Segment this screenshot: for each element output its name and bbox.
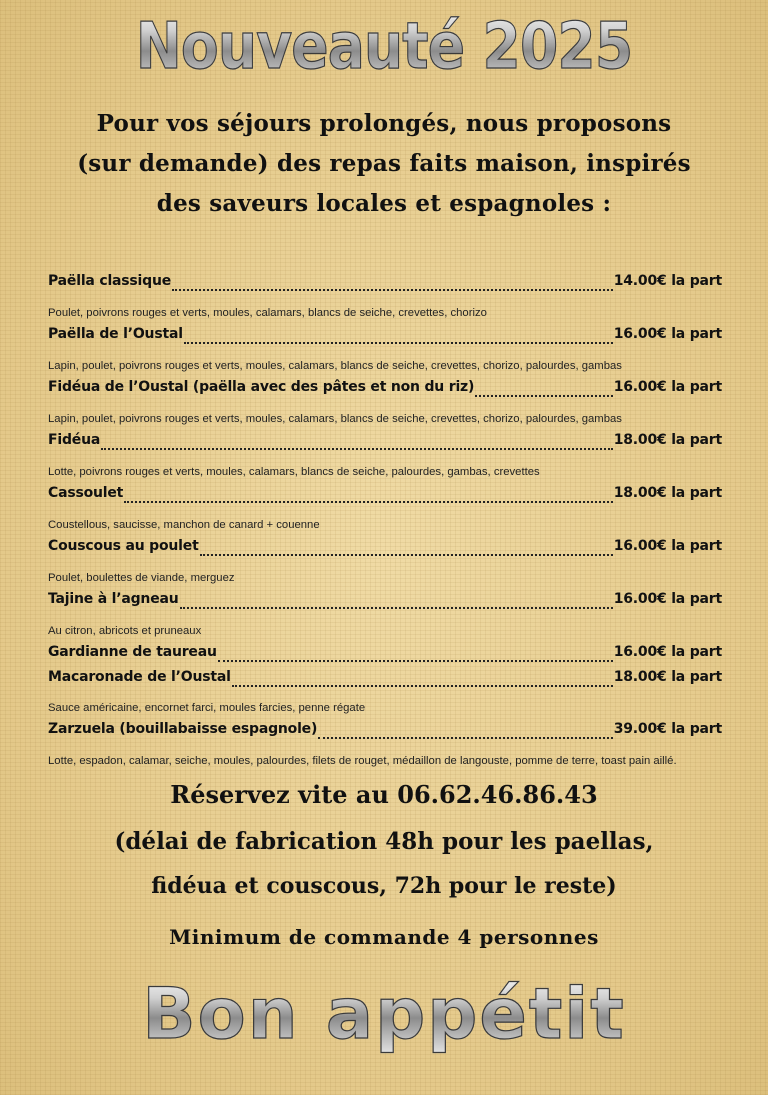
dish-name: Macaronade de l’Oustal xyxy=(48,669,231,685)
dot-leader xyxy=(232,673,613,687)
dish-price: 18.00€ la part xyxy=(613,669,722,685)
dish-description: Sauce américaine, encornet farci, moules farcies, penne régate xyxy=(48,702,366,714)
dish-description: Coustellous, saucisse, manchon de canard + couenne xyxy=(48,519,320,531)
dish-description: Lapin, poulet, poivrons rouges et verts, moules, calamars, blancs de seiche, crevettes, chorizo, palourdes, gambas xyxy=(48,360,622,372)
dish-name: Couscous au poulet xyxy=(48,538,199,554)
minimum-order: Minimum de commande 4 personnes xyxy=(169,925,599,949)
dish-price: 39.00€ la part xyxy=(613,721,722,737)
menu-item xyxy=(48,485,722,509)
reservation-phone: Réservez vite au 06.62.46.86.43 xyxy=(170,780,598,809)
dish-description: Lotte, espadon, calamar, seiche, moules, palourdes, filets de rouget, médaillon de langouste, pomme de terre, toast pain aillé. xyxy=(48,755,677,767)
page-title: Nouveauté 2025 xyxy=(54,6,714,88)
menu-item xyxy=(48,432,722,456)
dish-price: 16.00€ la part xyxy=(613,644,722,660)
dish-name: Gardianne de taureau xyxy=(48,644,217,660)
dot-leader xyxy=(200,542,613,556)
dot-leader xyxy=(218,648,613,662)
dish-price: 16.00€ la part xyxy=(613,326,722,342)
delay-note-line2: fidéua et couscous, 72h pour le reste) xyxy=(151,873,617,899)
dish-description: Poulet, boulettes de viande, merguez xyxy=(48,572,235,584)
intro-line: Pour vos séjours prolongés, nous proposons xyxy=(96,110,672,137)
menu-item xyxy=(48,379,722,403)
dish-price: 16.00€ la part xyxy=(613,379,722,395)
dish-name: Zarzuela (bouillabaisse espagnole) xyxy=(48,721,318,737)
menu-item xyxy=(48,273,722,297)
menu-item xyxy=(48,326,722,350)
dish-name: Tajine à l’agneau xyxy=(48,591,179,607)
menu-item xyxy=(48,644,722,668)
dot-leader xyxy=(318,725,613,739)
delay-note-line1: (délai de fabrication 48h pour les paellas, xyxy=(114,828,654,855)
menu-item xyxy=(48,721,722,745)
dish-description: Poulet, poivrons rouges et verts, moules, calamars, blancs de seiche, crevettes, chorizo xyxy=(48,307,487,319)
dot-leader xyxy=(101,436,613,450)
dot-leader xyxy=(184,330,613,344)
dot-leader xyxy=(124,489,613,503)
dish-description: Lapin, poulet, poivrons rouges et verts, moules, calamars, blancs de seiche, crevettes, chorizo, palourdes, gambas xyxy=(48,413,622,425)
dot-leader xyxy=(180,595,613,609)
dish-name: Cassoulet xyxy=(48,485,124,501)
dish-price: 16.00€ la part xyxy=(613,538,722,554)
intro-line: (sur demande) des repas faits maison, inspirés xyxy=(77,150,691,177)
dish-price: 14.00€ la part xyxy=(613,273,722,289)
dish-price: 18.00€ la part xyxy=(613,432,722,448)
dish-price: 18.00€ la part xyxy=(613,485,722,501)
dish-name: Fidéua xyxy=(48,432,101,448)
menu-item xyxy=(48,538,722,562)
menu-item xyxy=(48,591,722,615)
dish-name: Paëlla de l’Oustal xyxy=(48,326,183,342)
closing-title: Bon appétit xyxy=(0,974,768,1054)
dish-description: Au citron, abricots et pruneaux xyxy=(48,625,202,637)
intro-line: des saveurs locales et espagnoles : xyxy=(156,190,612,217)
dot-leader xyxy=(172,277,613,291)
dish-price: 16.00€ la part xyxy=(613,591,722,607)
menu-item xyxy=(48,669,722,693)
dish-name: Fidéua de l’Oustal (paëlla avec des pâtes et non du riz) xyxy=(48,379,475,395)
dish-name: Paëlla classique xyxy=(48,273,172,289)
intro-text xyxy=(30,104,738,224)
dot-leader xyxy=(475,383,613,397)
dish-description: Lotte, poivrons rouges et verts, moules, calamars, blancs de seiche, palourdes, gambas, crevettes xyxy=(48,466,540,478)
